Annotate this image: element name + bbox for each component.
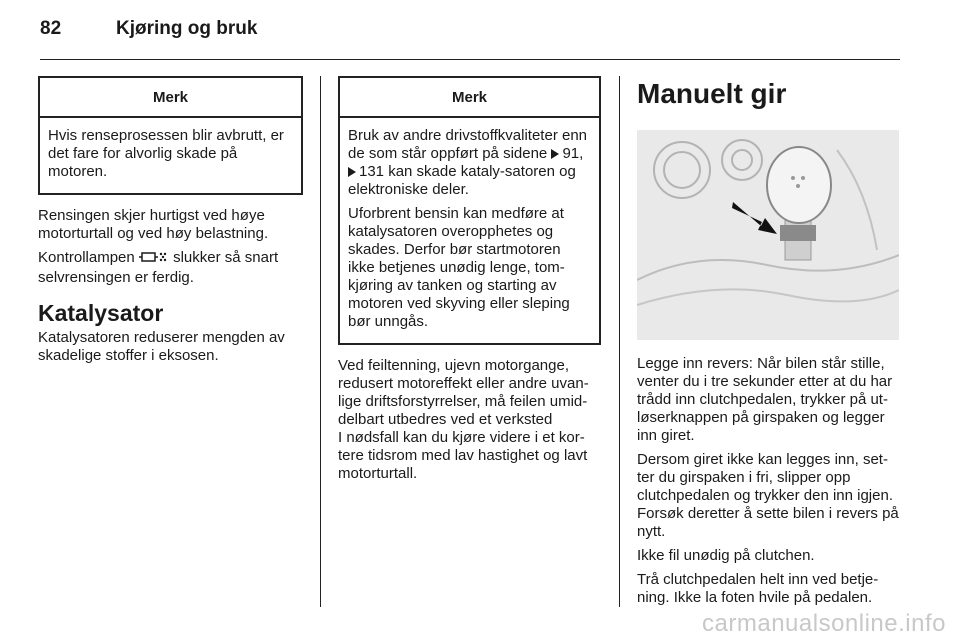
column-2 [338,76,601,489]
page-reference: 131 [359,163,385,180]
column-divider-1 [320,76,321,607]
note-body [340,118,599,343]
header-rule [40,59,900,60]
note-heading: Merk [340,78,599,118]
paragraph [38,249,303,287]
paragraph: Katalysatoren reduserer mengden av skadelige stoffer i eksosen. [38,329,285,364]
note-text-part: kan skade kataly-satoren og elektroniske deler. [348,163,576,198]
note-box [338,76,601,345]
paragraph: Rensingen skjer hurtigst ved høye motorturtall og ved høy belastning. [38,207,269,242]
paragraph: I nødsfall kan du kjøre videre i et kor-tere tidsrom med lav hastighet og lavt motorturtall. [338,429,588,482]
chapter-title: Kjøring og bruk [116,18,258,39]
page-number: 82 [40,18,62,39]
note-text: Hvis renseprosessen blir avbrutt, er det fare for alvorlig skade på motoren. [48,127,284,180]
paragraph: Dersom giret ikke kan legges inn, set-ter du girspaken i fri, slipper opp clutchpedalen og trykker den inn igjen. Forsøk deretter å sette bilen i revers på nytt. [637,451,899,540]
column-1 [38,76,303,371]
note-heading: Merk [40,78,301,118]
diesel-particle-filter-icon [139,250,169,269]
paragraph: Ved feiltenning, ujevn motorgange, redusert motoreffekt eller andre uvan-lige driftsforstyrrelser, må feilen umid-delbart utbedres ved et verksted [338,357,589,428]
paragraph: Trå clutchpedalen helt inn ved betje-ning. Ikke la foten hvile på pedalen. [637,571,879,606]
page-reference: 91 [562,145,580,162]
paragraph-text: Kontrollampen [38,249,135,266]
gear-lever-illustration [637,130,899,340]
section-heading: Manuelt gir [637,78,787,109]
note-text: Bruk av andre drivstoffkvaliteter enn de som står oppført på sidene 91, 131 kan skade kataly-satoren og elektroniske deler. [348,127,588,198]
note-body [40,118,301,193]
column-divider-2 [619,76,620,607]
page-reference-arrow-icon [551,149,559,159]
watermark: carmanualsonline.info [702,610,946,637]
page-reference-arrow-icon [348,167,356,177]
paragraph-text: slukker så snart selvrensingen er ferdig. [38,249,279,286]
note-box [38,76,303,195]
paragraph: Ikke fil unødig på clutchen. [637,547,815,564]
section-heading: Katalysator [38,300,164,326]
paragraph: Legge inn revers: Når bilen står stille, venter du i tre sekunder etter at du har trådd inn clutchpedalen, trykker på ut-løserknappen på girspaken og legger inn giret. [637,355,893,444]
note-text-part: Bruk av andre drivstoffkvaliteter enn de som står oppført på sidene [348,127,588,162]
column-3 [637,76,901,613]
note-text: Uforbrent bensin kan medføre at katalysatoren overopphetes og skades. Derfor bør startmotoren ikke betjenes unødig lenge, tom-kjøring av tanken og starting av motoren ved skyving eller sleping bør unngås. [348,205,570,330]
